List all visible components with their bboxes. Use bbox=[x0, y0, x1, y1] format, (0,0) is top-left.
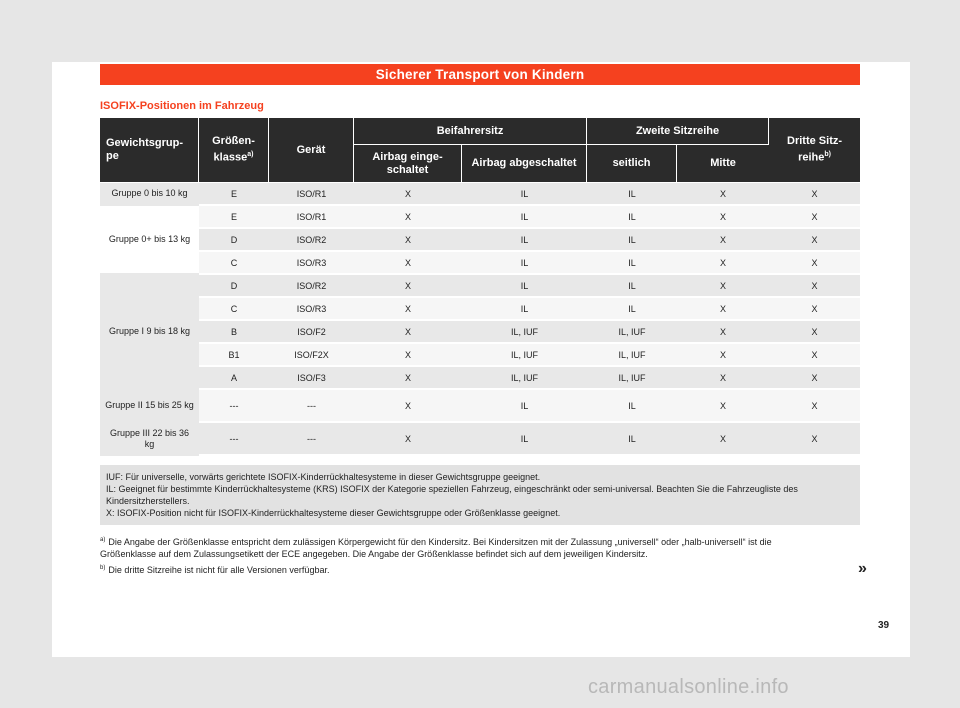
table-row bbox=[100, 275, 860, 298]
cell: X bbox=[769, 367, 860, 390]
cell: X bbox=[354, 321, 462, 344]
cell: C bbox=[199, 252, 269, 275]
footnote-b: $^{b)}$ Die dritte Sitzreihe ist nicht für alle Versionen verfügbar. bbox=[100, 565, 330, 575]
cell: IL bbox=[462, 390, 587, 423]
cell: X bbox=[354, 275, 462, 298]
cell: E bbox=[199, 206, 269, 229]
cell: IL bbox=[587, 206, 677, 229]
cell: X bbox=[354, 206, 462, 229]
legend-il-cont: Kindersitzherstellers. bbox=[106, 496, 190, 506]
cell: X bbox=[769, 206, 860, 229]
cell: A bbox=[199, 367, 269, 390]
group-cell: Gruppe II 15 bis 25 kg bbox=[100, 390, 199, 423]
page-number: 39 bbox=[878, 620, 890, 631]
cell: ISO/F2 bbox=[269, 321, 354, 344]
col-airbag-off: Airbag abgeschaltet bbox=[462, 145, 587, 183]
cell: X bbox=[677, 344, 769, 367]
cell: X bbox=[677, 206, 769, 229]
cell: X bbox=[677, 183, 769, 206]
watermark: carmanualsonline.info bbox=[588, 676, 789, 698]
legend-box bbox=[100, 465, 860, 525]
chapter-header: Sicherer Transport von Kindern bbox=[100, 64, 860, 85]
cell: --- bbox=[269, 390, 354, 423]
cell: IL bbox=[462, 275, 587, 298]
cell: IL bbox=[587, 275, 677, 298]
cell: IL bbox=[587, 423, 677, 456]
cell: IL bbox=[587, 298, 677, 321]
cell: --- bbox=[199, 390, 269, 423]
cell: B1 bbox=[199, 344, 269, 367]
table-row bbox=[100, 252, 860, 275]
section-title: ISOFIX-Positionen im Fahrzeug bbox=[100, 100, 264, 112]
cell: ISO/R1 bbox=[269, 183, 354, 206]
cell: X bbox=[677, 321, 769, 344]
cell: X bbox=[354, 229, 462, 252]
table-row bbox=[100, 390, 860, 423]
table-row bbox=[100, 367, 860, 390]
page-top-strip bbox=[52, 52, 910, 62]
cell: X bbox=[677, 367, 769, 390]
table-row bbox=[100, 321, 860, 344]
cell: IL bbox=[587, 390, 677, 423]
cell: IL, IUF bbox=[462, 367, 587, 390]
cell: IL bbox=[462, 298, 587, 321]
cell: ISO/F2X bbox=[269, 344, 354, 367]
cell: X bbox=[354, 423, 462, 456]
cell: X bbox=[769, 275, 860, 298]
cell: IL bbox=[462, 183, 587, 206]
footnote-a: $^{a)}$ Die Angabe der Größenklasse entspricht dem zulässigen Körpergewicht für den Kindersitz. Bei Kindersitzen mit der Zulassung „universell“ oder „halb-universell“ ist die Größenklasse auf dem Zulassungsetikett der ECE angegeben. Die Angabe der Größenklasse befindet sich auf dem jeweiligen Kindersitz. bbox=[100, 537, 772, 559]
cell: X bbox=[769, 183, 860, 206]
legend-x: X: ISOFIX-Position nicht für ISOFIX-Kinderrückhaltesysteme dieser Gewichtsgruppe oder Größenklasse geeignet. bbox=[106, 508, 561, 518]
cell: IL bbox=[462, 423, 587, 456]
cell: X bbox=[769, 229, 860, 252]
table-row bbox=[100, 298, 860, 321]
cell: D bbox=[199, 229, 269, 252]
cell: ISO/R3 bbox=[269, 252, 354, 275]
col-second-row: Zweite Sitzreihe bbox=[587, 118, 769, 145]
cell: X bbox=[677, 229, 769, 252]
table-row bbox=[100, 206, 860, 229]
col-front-seat: Beifahrersitz bbox=[354, 118, 587, 145]
cell: X bbox=[769, 344, 860, 367]
cell: E bbox=[199, 183, 269, 206]
cell: IL bbox=[462, 206, 587, 229]
cell: X bbox=[354, 183, 462, 206]
cell: ISO/F3 bbox=[269, 367, 354, 390]
cell: X bbox=[354, 367, 462, 390]
isofix-table bbox=[100, 118, 860, 456]
legend-iuf: IUF: Für universelle, vorwärts gerichtete ISOFIX-Kinderrückhaltesysteme in dieser Gewichtsgruppe geeignet. bbox=[106, 472, 541, 482]
table-row bbox=[100, 183, 860, 206]
cell: X bbox=[677, 275, 769, 298]
cell: ISO/R2 bbox=[269, 229, 354, 252]
cell: IL bbox=[462, 252, 587, 275]
cell: X bbox=[354, 298, 462, 321]
col-size-class: Größen-klasse$^{a)}$ bbox=[199, 118, 269, 183]
cell: ISO/R3 bbox=[269, 298, 354, 321]
cell: X bbox=[769, 252, 860, 275]
cell: IL bbox=[587, 229, 677, 252]
cell: --- bbox=[199, 423, 269, 456]
cell: IL bbox=[587, 252, 677, 275]
cell: --- bbox=[269, 423, 354, 456]
cell: X bbox=[769, 423, 860, 456]
group-cell: Gruppe 0+ bis 13 kg bbox=[100, 206, 199, 275]
cell: IL bbox=[462, 229, 587, 252]
cell: IL bbox=[587, 183, 677, 206]
group-cell: Gruppe I 9 bis 18 kg bbox=[100, 275, 199, 390]
cell: X bbox=[354, 252, 462, 275]
cell: X bbox=[354, 390, 462, 423]
cell: B bbox=[199, 321, 269, 344]
table-row bbox=[100, 423, 860, 456]
cell: X bbox=[769, 321, 860, 344]
col-third-row: Dritte Sitz-reihe$^{b)}$ bbox=[769, 118, 860, 183]
legend-il: IL: Geeignet für bestimmte Kinderrückhaltesysteme (KRS) ISOFIX der Kategorie speziellen Fahrzeug, eingeschränkt oder semi-universal. Beachten Sie die Fahrzeugliste des bbox=[106, 484, 798, 494]
cell: X bbox=[677, 390, 769, 423]
col-weight-group: Gewichtsgrup-pe bbox=[100, 118, 199, 183]
cell: ISO/R1 bbox=[269, 206, 354, 229]
cell: X bbox=[677, 252, 769, 275]
col-device: Gerät bbox=[269, 118, 354, 183]
cell: X bbox=[769, 390, 860, 423]
col-middle: Mitte bbox=[677, 145, 769, 183]
col-side: seitlich bbox=[587, 145, 677, 183]
continue-chevron-icon: » bbox=[858, 560, 867, 577]
table-row bbox=[100, 344, 860, 367]
cell: IL, IUF bbox=[587, 344, 677, 367]
cell: X bbox=[677, 298, 769, 321]
group-cell: Gruppe III 22 bis 36 kg bbox=[100, 423, 199, 456]
group-cell: Gruppe 0 bis 10 kg bbox=[100, 183, 199, 206]
cell: IL, IUF bbox=[587, 367, 677, 390]
cell: IL, IUF bbox=[462, 344, 587, 367]
cell: D bbox=[199, 275, 269, 298]
cell: IL, IUF bbox=[462, 321, 587, 344]
cell: X bbox=[677, 423, 769, 456]
cell: C bbox=[199, 298, 269, 321]
cell: IL, IUF bbox=[587, 321, 677, 344]
col-airbag-on: Airbag einge-schaltet bbox=[354, 145, 462, 183]
cell: ISO/R2 bbox=[269, 275, 354, 298]
cell: X bbox=[769, 298, 860, 321]
table-row bbox=[100, 229, 860, 252]
cell: X bbox=[354, 344, 462, 367]
